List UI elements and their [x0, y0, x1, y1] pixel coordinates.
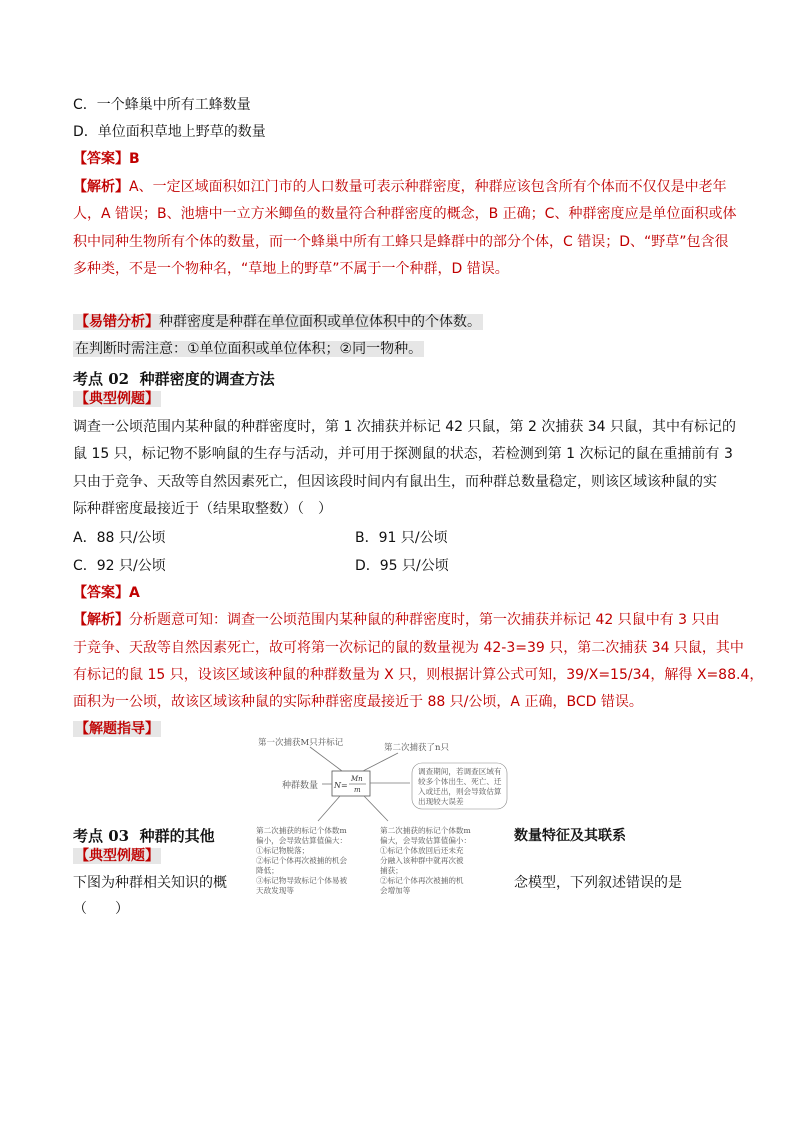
- answer-line: [73, 149, 140, 169]
- analysis-q2-line-1: [73, 610, 720, 630]
- section-3-question-left: 下图为种群相关知识的概: [73, 875, 227, 891]
- bottom-left-2: 偏小，会导致估算值偏大：: [256, 836, 348, 845]
- diagram-top-right: 第二次捕获了n只: [384, 743, 449, 753]
- section-3-question-paren: （ ）: [73, 901, 129, 917]
- bottom-left-6: ③标记物导致标记个体易被: [256, 876, 348, 885]
- right-note-1: 调查期间，若调查区域有: [418, 767, 502, 776]
- analysis-q2-line-2: 于竞争、天敌等自然因素死亡，故可将第一次标记的鼠的数量视为 42-3=39 只，第二次捕获 34 只鼠，其中: [73, 640, 744, 656]
- bottom-right-2: 偏大，会导致估算值偏小：: [380, 836, 472, 845]
- answer-value-q2: A: [129, 585, 140, 601]
- error-note-text: 在判断时需注意：①单位面积或单位体积；②同一物种。: [75, 341, 423, 357]
- analysis-line-1: [73, 177, 727, 197]
- bottom-right-5: 捕获；: [380, 866, 403, 875]
- error-analysis: [73, 312, 483, 332]
- example-label-3: 【典型例题】: [75, 848, 159, 864]
- bottom-left-3: ①标记物脱落；: [256, 846, 310, 855]
- bottom-right-3: ①标记个体放回后还未充: [380, 846, 464, 855]
- analysis-q2-line-3: 有标记的鼠 15 只，设该区域该种鼠的种群数量为 X 只，则根据计算公式可知，39/X=15/34，解得 X=88.4，: [73, 667, 764, 683]
- analysis-text: A、一定区域面积如江门市的人口数量可表示种群密度，种群应该包含所有个体而不仅仅是中老年: [129, 179, 727, 195]
- guide-label: 【解题指导】: [75, 721, 159, 737]
- analysis-line-2: 人，A 错误；B、池塘中一立方米鲫鱼的数量符合种群密度的概念，B 正确；C、种群密度应是单位面积或体: [73, 206, 737, 222]
- answer-line-q2: [73, 583, 140, 603]
- formula-lhs: N=: [334, 781, 348, 790]
- analysis-q2-text: 分析题意可知：调查一公顷范围内某种鼠的种群密度时，第一次捕获并标记 42 只鼠中有 3 只由: [129, 612, 720, 628]
- section-2-example-label: [73, 389, 161, 409]
- bottom-left-1: 第二次捕获的标记个体数m: [256, 826, 347, 835]
- section-3-question-right: 念模型，下列叙述错误的是: [514, 875, 682, 891]
- right-note-2: 较多个体出生、死亡、迁: [418, 777, 502, 786]
- section-2-title: [73, 369, 275, 389]
- example-label: 【典型例题】: [75, 391, 159, 407]
- question-line-1: 调查一公顷范围内某种鼠的种群密度时，第 1 次捕获并标记 42 只鼠，第 2 次捕获 34 只鼠，其中有标记的: [73, 419, 737, 435]
- section-3-title-tail: 数量特征及其联系: [514, 828, 626, 844]
- guide-label-line: [73, 719, 161, 739]
- bottom-right-4: 分融入该种群中就再次被: [380, 856, 464, 865]
- section-3-number: 考点 03: [73, 827, 130, 845]
- answer-label: 【答案】: [73, 151, 129, 167]
- answer-label-q2: 【答案】: [73, 585, 129, 601]
- option-a: A．88 只/公顷: [73, 530, 166, 546]
- diagram-top-left: 第一次捕获M只并标记: [258, 738, 344, 748]
- option-d: D．单位面积草地上野草的数量: [73, 124, 266, 140]
- analysis-label: 【解析】: [73, 179, 129, 195]
- option-b: B．91 只/公顷: [355, 530, 448, 546]
- bottom-left-4: ②标记个体再次被捕的机会: [256, 856, 348, 865]
- section-3-example-label: [73, 846, 161, 866]
- mark-recapture-diagram: [248, 733, 510, 925]
- error-text: 种群密度是种群在单位面积或单位体积中的个体数。: [159, 314, 481, 330]
- analysis-line-4: 多种类，不是一个物种名，“草地上的野草”不属于一个种群，D 错误。: [73, 261, 509, 277]
- analysis-label-q2: 【解析】: [73, 612, 129, 628]
- section-3-heading: 种群的其他: [139, 827, 215, 845]
- diagram-center-left: 种群数量: [282, 781, 319, 791]
- bottom-right-1: 第二次捕获的标记个体数m: [380, 826, 471, 835]
- formula-numerator: Mn: [351, 775, 363, 783]
- option-c: C．一个蜂巢中所有工蜂数量: [73, 97, 251, 113]
- option-c-q2: C．92 只/公顷: [73, 558, 166, 574]
- analysis-line-3: 积中同种生物所有个体的数量，而一个蜂巢中所有工蜂只是蜂群中的部分个体，C 错误；D、“野草”包含很: [73, 234, 729, 250]
- bottom-left-5: 降低；: [256, 866, 279, 875]
- question-line-4: 际种群密度最接近于（结果取整数）（ ）: [73, 501, 332, 517]
- question-line-2: 鼠 15 只，标记物不影响鼠的生存与活动，并可用于探测鼠的状态，若检测到第 1 次标记的鼠在重捕前有 3: [73, 446, 733, 462]
- analysis-q2-line-4: 面积为一公顷，故该区域该种鼠的实际种群密度最接近于 88 只/公顷，A 正确，BCD 错误。: [73, 694, 643, 710]
- answer-value: B: [129, 151, 140, 167]
- bottom-right-7: 会增加等: [380, 886, 411, 895]
- section-2-number: 考点 02: [73, 370, 130, 388]
- section-2-heading: 种群密度的调查方法: [139, 370, 275, 388]
- error-note: [73, 339, 424, 359]
- question-line-3: 只由于竞争、天敌等自然因素死亡，但因该段时间内有鼠出生，而种群总数量稳定，则该区域该种鼠的实: [73, 474, 717, 490]
- error-label: 【易错分析】: [75, 314, 159, 330]
- option-d-q2: D．95 只/公顷: [355, 558, 449, 574]
- section-3-title: [73, 826, 215, 846]
- formula-denominator: m: [354, 786, 361, 794]
- right-note-4: 出现较大误差: [418, 797, 464, 806]
- right-note-3: 入或迁出，则会导致估算: [418, 787, 502, 796]
- bottom-left-7: 天敌发现等: [256, 886, 294, 895]
- bottom-right-6: ②标记个体再次被捕的机: [380, 876, 464, 885]
